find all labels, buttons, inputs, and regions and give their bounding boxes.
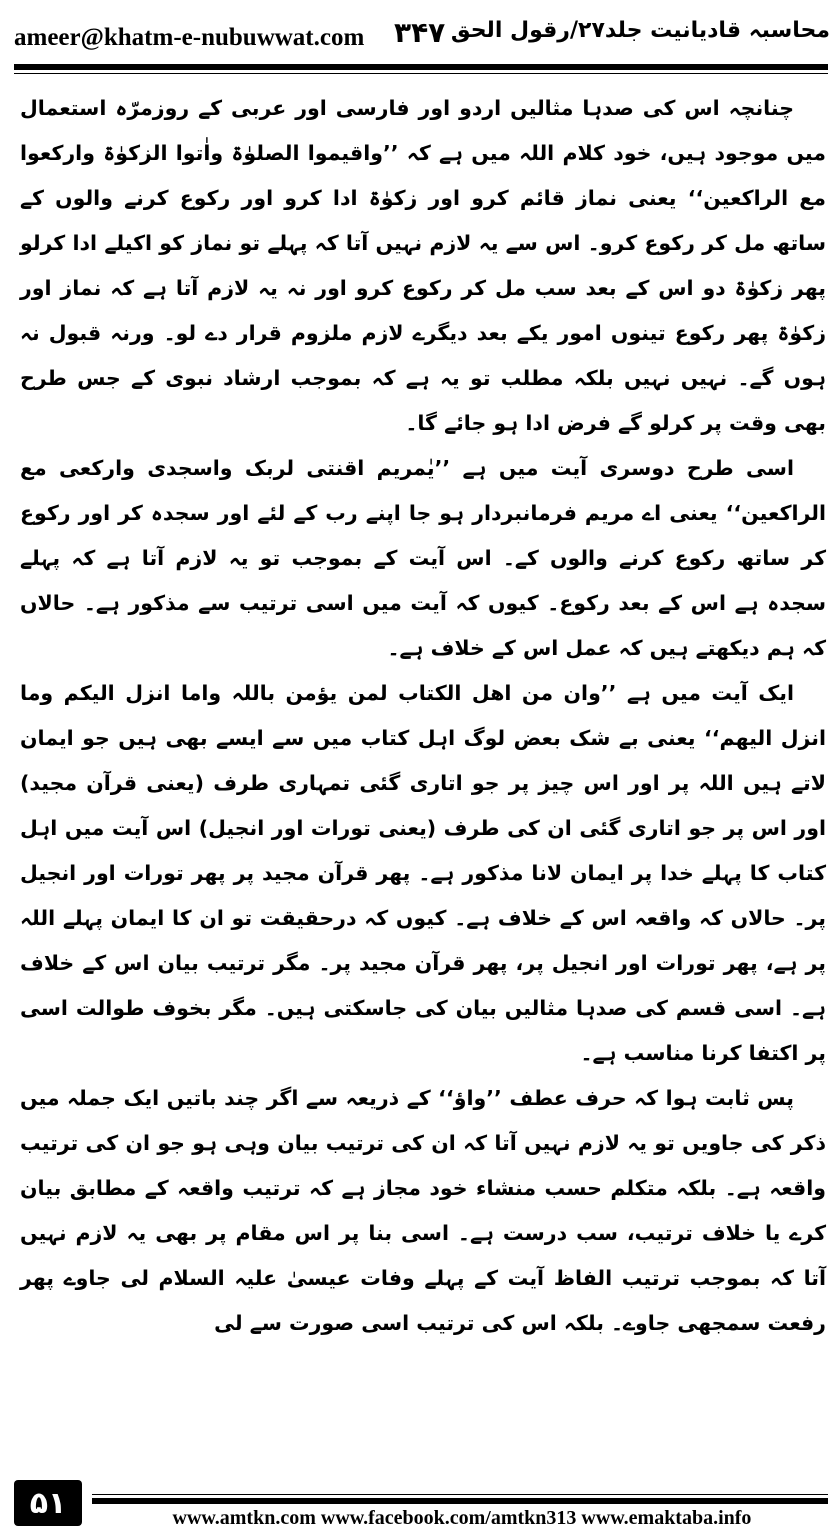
header-email: ameer@khatm-e-nubuwwat.com	[14, 24, 365, 51]
paragraph-2: اسی طرح دوسری آیت میں ہے ’’یٰمریم اقنتی لربک واسجدی وارکعی مع الراکعین‘‘ یعنی اے مریم فرمانبردار ہو جا اپنے رب کے لئے اور سجدہ کر اور رکوع کر ساتھ رکوع کرنے والوں کے۔ اس آیت کے بموجب تو یہ لازم آتا ہے کہ پہلے سجدہ ہے اس کے بعد رکوع۔ کیوں کہ آیت میں اسی ترتیب سے مذکور ہے۔ حالاں کہ ہم دیکھتے ہیں کہ عمل اس کے خلاف ہے۔	[20, 456, 826, 660]
body-text	[20, 86, 826, 1346]
paragraph-4: پس ثابت ہوا کہ حرف عطف ’’واؤ‘‘ کے ذریعہ سے اگر چند باتیں ایک جملہ میں ذکر کی جاویں تو یہ لازم نہیں آتا کہ ان کی ترتیب بیان وہی ہو جو ان کی ترتیب واقعہ ہے۔ بلکہ متکلم حسب منشاء خود مجاز ہے کہ ترتیب واقعہ کے مطابق بیان کرے یا خلاف ترتیب، سب درست ہے۔ اسی بنا پر اس مقام پر بھی یہ لازم نہیں آتا کہ بموجب ترتیب الفاظ آیت کے پہلے وفات عیسیٰ علیہ السلام لی جاوے پھر رفعت سمجھی جاوے۔ بلکہ اس کی ترتیب اسی صورت سے لی	[20, 1086, 826, 1335]
header-rule-thick	[14, 64, 828, 70]
footer-rule-thick	[92, 1498, 828, 1504]
footer-urls: www.amtkn.com www.facebook.com/amtkn313 www.emaktaba.info	[172, 1507, 752, 1529]
footer-page-number: ۵۱	[14, 1480, 82, 1526]
header-page-number: ۳۴۷	[394, 16, 446, 49]
footer-rule-thin	[92, 1494, 828, 1495]
header-book-title: محاسبہ قادیانیت جلد۲۷/رقول الحق	[450, 18, 830, 43]
paragraph-1: چنانچہ اس کی صدہا مثالیں اردو اور فارسی اور عربی کے روزمرّہ استعمال میں موجود ہیں، خود کلام اللہ میں ہے کہ ’’واقیموا الصلوٰۃ واٰتوا الزکوٰۃ وارکعوا مع الراکعین‘‘ یعنی نماز قائم کرو اور زکوٰۃ ادا کرو اور رکوع کرنے والوں کے ساتھ مل کر رکوع کرو۔ اس سے یہ لازم نہیں آتا کہ پہلے تو نماز کو اکیلے ادا کرلو پھر زکوٰۃ دو اس کے بعد سب مل کر رکوع کرو اور نہ یہ لازم آتا ہے کہ نماز اور زکوٰۃ پھر رکوع تینوں امور یکے بعد دیگرے لازم ملزوم قرار دے لو۔ ورنہ قبول نہ ہوں گے۔ نہیں نہیں بلکہ مطلب تو یہ ہے کہ بموجب ارشاد نبوی کے جس طرح بھی وقت پر کرلو گے فرض ادا ہو جائے گا۔	[20, 96, 826, 435]
paragraph-3: ایک آیت میں ہے ’’وان من اھل الکتاب لمن یؤمن باللہ واما انزل الیکم وما انزل الیھم‘‘ یعنی بے شک بعض لوگ اہل کتاب میں سے ایسے بھی ہیں جو ایمان لاتے ہیں اللہ پر اور اس چیز پر جو اتاری گئی تمہاری طرف (یعنی قرآن مجید) اور اس پر جو اتاری گئی ان کی طرف (یعنی تورات اور انجیل) اس آیت میں اہل کتاب کا پہلے خدا پر ایمان لانا مذکور ہے۔ پھر قرآن مجید پر پھر تورات اور انجیل پر۔ حالاں کہ واقعہ اس کے خلاف ہے۔ کیوں کہ درحقیقت تو ان کا ایمان پہلے اللہ پر ہے، پھر تورات اور انجیل پر، پھر قرآن مجید پر۔ مگر ترتیب بیان اس کے خلاف ہے۔ اسی قسم کی صدہا مثالیں بیان کی جاسکتی ہیں۔ مگر بخوف طوالت اسی پر اکتفا کرنا مناسب ہے۔	[20, 681, 826, 1065]
page-header	[10, 16, 832, 58]
header-rule-thin	[14, 73, 828, 74]
